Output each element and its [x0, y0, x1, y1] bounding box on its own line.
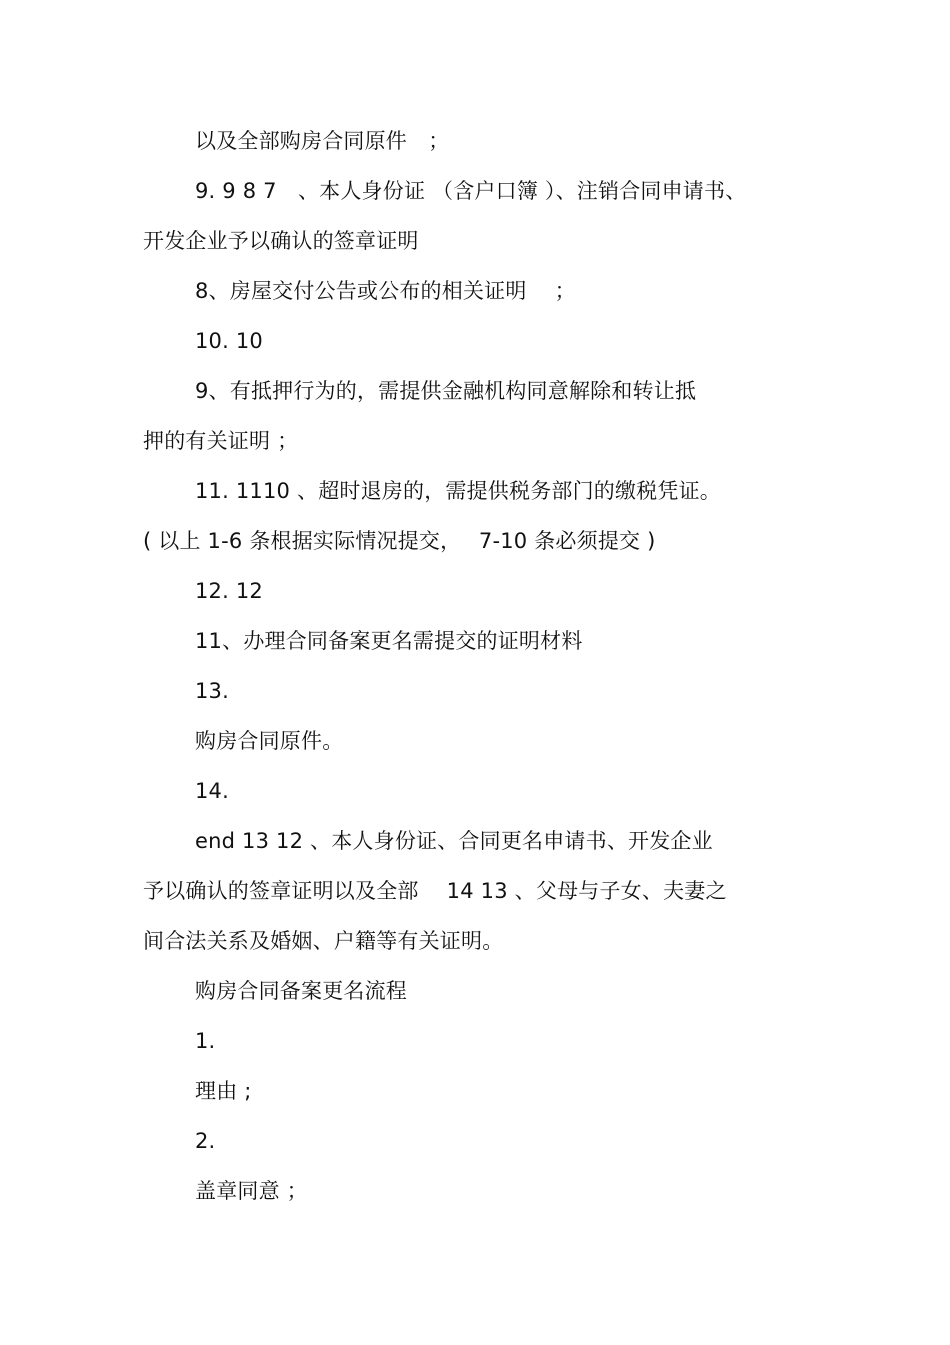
text-line: 押的有关证明 ； [143, 429, 299, 453]
text-line: 购房合同备案更名流程 [195, 979, 407, 1003]
text-line: 11、办理合同备案更名需提交的证明材料 [195, 629, 583, 653]
text-line: 盖章同意 ； [195, 1179, 308, 1203]
text-line: 8、房屋交付公告或公布的相关证明 ； [195, 279, 576, 303]
text-line: 14. [195, 779, 229, 803]
text-line: 9. 9 8 7 、本人身份证 （含户口簿 ）、注销合同申请书、 [195, 179, 747, 203]
text-line: 予以确认的签章证明以及全部 14 13 、父母与子女、夫妻之 [143, 879, 727, 903]
text-line: 10. 10 [195, 329, 263, 353]
text-line: ( 以上 1-6 条根据实际情况提交， 7-10 条必须提交 ) [143, 529, 656, 553]
text-line: 11. 1110 、超时退房的，需提供税务部门的缴税凭证。 [195, 479, 721, 503]
text-line: 2. [195, 1129, 216, 1153]
text-line: 1. [195, 1029, 216, 1053]
text-line: 以及全部购房合同原件 ； [195, 129, 450, 153]
text-line: 9、有抵押行为的，需提供金融机构同意解除和转让抵 [195, 379, 697, 403]
text-line: 间合法关系及婚姻、户籍等有关证明。 [143, 929, 504, 953]
text-line: 理由 ; [195, 1079, 252, 1103]
text-line: 12. 12 [195, 579, 263, 603]
text-line: end 13 12 、本人身份证、合同更名申请书、开发企业 [195, 829, 713, 853]
text-line: 开发企业予以确认的签章证明 [143, 229, 419, 253]
text-line: 购房合同原件。 [195, 729, 344, 753]
text-line: 13. [195, 679, 229, 703]
